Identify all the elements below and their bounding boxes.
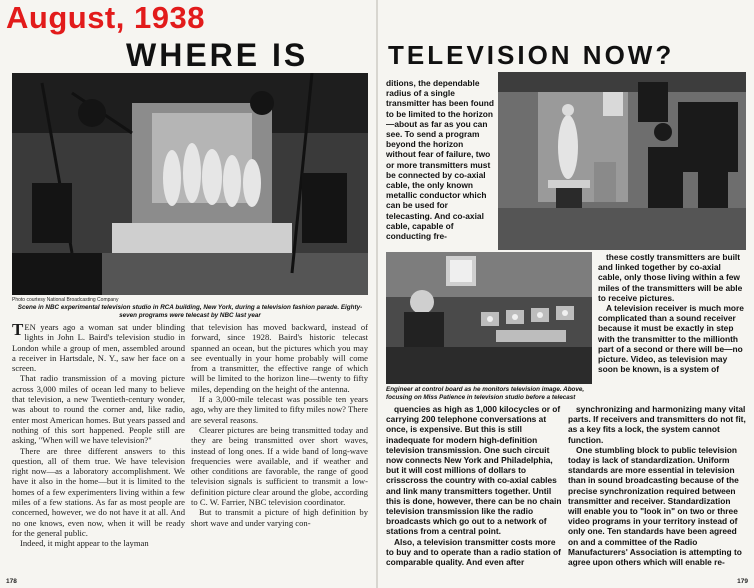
left-col2-para-1: that television has moved backward, instead of forward, since 1928. Baird's historic telecast spanned an ocean, but the pictures which you may see eventually in your home probably will come from a transmitter, the effective range of which will be limited to the horizon line—twenty to fifty miles, depending on the height of the antenna.: [191, 322, 368, 394]
right-column-mid: [598, 252, 746, 374]
headline-right: [388, 40, 674, 70]
left-col2-para-4: But to transmit a picture of high definition by short wave and under varying con-: [191, 507, 368, 528]
headline-left: [126, 37, 309, 73]
left-col1-para-1: [12, 322, 185, 373]
right-column-bottom-right: [568, 404, 746, 567]
left-column-1: [12, 322, 185, 549]
dropcap: T: [12, 320, 24, 339]
photo-credit: Photo courtesy National Broadcasting Company: [12, 297, 119, 303]
right-folio: 179: [737, 578, 748, 585]
right-br-para-2: One stumbling block to public television today is lack of standardization. Uniform standards are more essential in television than in sound broadcasting because of the precise synchronization required between transmitter and receiver. Standardization will enable you to "look in" on two or three video programs in your territory instead of only one. Ten standards have been agreed on and a committee of the Radio Manufacturers' Association is attempting to agree upon others which will enable re-: [568, 444, 742, 568]
right-column-top: ditions, the dependable radius of a single transmitter has been found to be limited to the horizon—about as far as you can see. To send a program beyond the horizon without fear of failure, two or more transmitters must be connected by co-axial cable, the only known metallic conductor which can be used for telecasting. And co-axial cable, capable of conducting fre-: [386, 78, 494, 242]
right-bl-para-1: quencies as high as 1,000 kilocycles or of carrying 200 telephone conversations at once, is expensive. But this is still inadequate for modern high-definition television transmission. One such circuit now connects New York and Philadelphia, but it will cost millions of dollars to crisscross the country with co-axial cables and link many transmitters together. Until this is done, however, there can be no chain television transmission like the radio broadcasts which go out to a network of stations from a central point.: [386, 404, 562, 537]
headline-right-text: TELEVISION NOW?: [388, 40, 675, 70]
left-col1-para-3: There are three different answers to this question, all of them true. We have television right now—as a laboratory accomplishment. We have it also in the home—but it is limited to the homes of a few experimenters living within a few miles of a few stations. As far as most people are concerned, however, we do not have it at all. And no one knows, even now, when it will be ready for the general public.: [12, 445, 185, 538]
right-bl-para-2: Also, a television transmitter costs more to buy and to operate than a radio station of comparable quality. And even after: [386, 536, 561, 568]
left-folio: 178: [6, 578, 17, 585]
left-col2-para-3: Clearer pictures are being transmitted today and they are being transmitted over short waves, instead of long ones. If a wide band of long-wave frequencies were available, and if weather and other conditions are favorable, the range of good television signals is sufficient to transmit a low-definition picture clear around the globe, according to C. W. Farrier, NBC television coordinator.: [191, 424, 368, 508]
left-col1-para-1-text: EN years ago a woman sat under blinding lights in John L. Baird's television studio in London while a group of men, assembled around a receiver in Hartsdale, N. Y., saw her face on a screen.: [12, 322, 185, 374]
studio-photo: [12, 73, 368, 295]
left-col1-para-2: That radio transmission of a moving picture across 3,000 miles of ocean led many to believe that television, a new Twentieth-century wonder, was about to round the corner and, like radio, enter most American homes. But years passed and nothing of this sort happened. People still are asking, "When will we have television?": [12, 373, 185, 446]
right-mid-para-1: these costly transmitters are built and linked together by co-axial cable, only those living within a few miles of the transmitters will be able to receive pictures.: [598, 252, 743, 303]
control-board-photo: [386, 252, 592, 384]
page-gutter: [376, 0, 378, 588]
date-stamp: August, 1938: [6, 0, 205, 35]
headline-left-text: WHERE IS: [126, 37, 309, 73]
right-column-bottom-left: [386, 404, 564, 567]
left-col1-para-4: Indeed, it might appear to the layman: [20, 538, 149, 549]
studio-model-photo: [498, 72, 746, 250]
right-br-para-1: synchronizing and harmonizing many vital parts. If receivers and transmitters do not fit, as a key fits a lock, the system cannot function.: [568, 404, 746, 445]
right-caption: Engineer at control board as he monitors television image. Above, focusing on Miss Patience in television studio before a telecast: [386, 386, 585, 401]
right-mid-para-2: A television receiver is much more complicated than a sound receiver because it must be exactly in step with the transmitter to the millionth part of a second or there will be—no picture. Video, as television may soon be known, is a system of: [598, 303, 744, 375]
left-column-2: [191, 322, 368, 528]
left-caption: Scene in NBC experimental television studio in RCA building, New York, during a television fashion parade. Eighty-seven programs were telecast by NBC last year: [17, 304, 363, 319]
left-col2-para-2: If a 3,000-mile telecast was possible ten years ago, why are they limited to fifty miles now? There are several reasons.: [191, 394, 368, 425]
